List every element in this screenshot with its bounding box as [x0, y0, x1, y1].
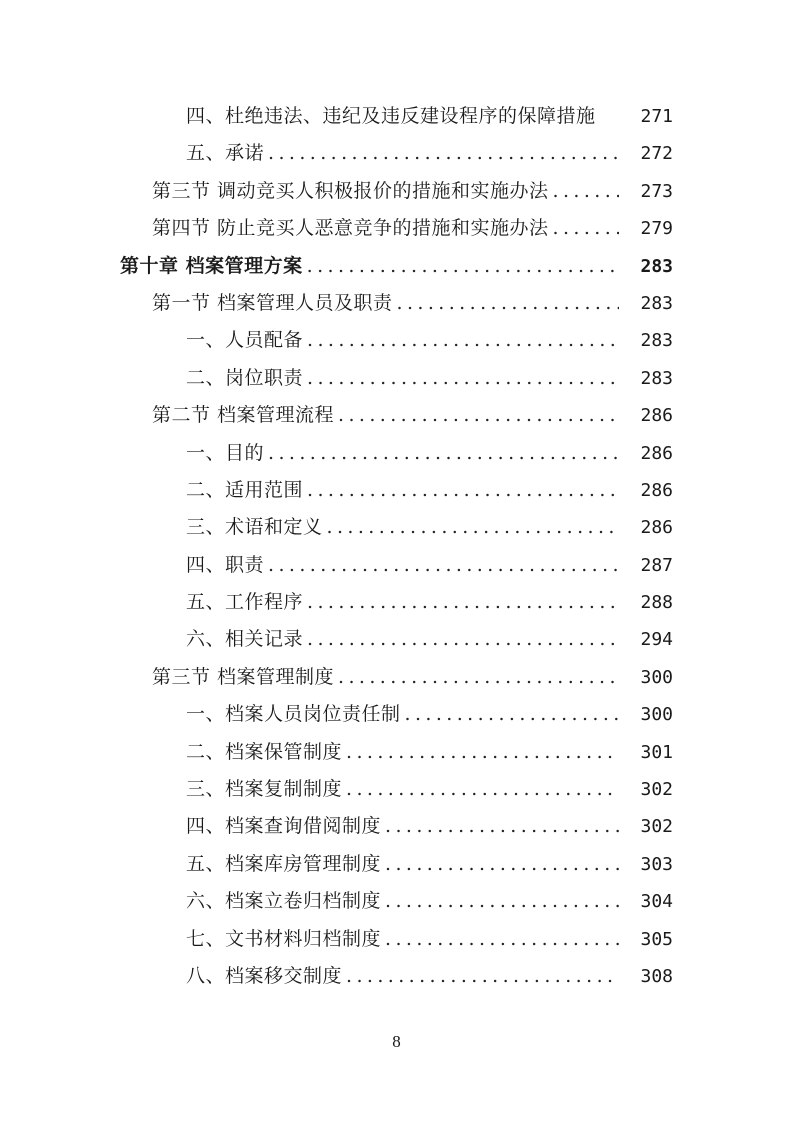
- toc-entry-page: 302: [640, 816, 673, 838]
- toc-entry-title: 八、档案移交制度: [186, 964, 343, 987]
- toc-entry-page: 302: [640, 779, 673, 801]
- toc-entry[interactable]: [0, 659, 793, 696]
- toc-entry[interactable]: [0, 584, 793, 621]
- toc-entry-page: 286: [640, 517, 673, 539]
- toc-entry-title: 二、适用范围: [186, 478, 304, 501]
- toc-entry-page: 283: [640, 367, 673, 389]
- toc-entry[interactable]: [0, 397, 793, 434]
- toc-entry-page: 271: [640, 106, 673, 127]
- toc-leader-dots: [268, 547, 619, 584]
- toc-entry-page: 273: [640, 180, 673, 202]
- toc-entry-title: 第三节 调动竞买人积极报价的措施和实施办法: [152, 179, 549, 202]
- page-number: 8: [392, 1032, 401, 1051]
- toc-entry[interactable]: [0, 322, 793, 359]
- toc-leader-dots: [307, 360, 619, 397]
- toc-entry-page: 287: [640, 554, 673, 576]
- toc-leader-dots: [338, 397, 619, 434]
- toc-entry[interactable]: [0, 98, 793, 135]
- toc-leader-dots: [346, 771, 619, 808]
- toc-entry-title: 五、档案库房管理制度: [186, 852, 382, 875]
- toc-entry[interactable]: [0, 547, 793, 584]
- toc-entry-page: 283: [640, 255, 673, 277]
- toc-entry[interactable]: [0, 846, 793, 883]
- toc-entry-page: 272: [640, 143, 673, 165]
- toc-entry[interactable]: [0, 360, 793, 397]
- toc-leader-dots: [307, 472, 619, 509]
- toc-entry[interactable]: [0, 173, 793, 210]
- toc-leader-dots: [307, 584, 619, 621]
- toc-leader-dots: [397, 285, 619, 322]
- toc-entry[interactable]: [0, 435, 793, 472]
- toc-entry-title: 一、目的: [186, 441, 265, 464]
- toc-leader-dots: [268, 435, 619, 472]
- toc-leader-dots: [307, 248, 619, 285]
- toc-leader-dots: [385, 808, 619, 845]
- toc-leader-dots: [385, 846, 619, 883]
- toc-entry-title: 第四节 防止竞买人恶意竞争的措施和实施办法: [152, 217, 549, 240]
- toc-entry-page: 305: [640, 928, 673, 950]
- toc-entry[interactable]: [0, 696, 793, 733]
- toc-entry-title: 二、档案保管制度: [186, 740, 343, 763]
- toc-entry-page: 286: [640, 442, 673, 464]
- toc-leader-dots: [307, 621, 619, 658]
- toc-entry[interactable]: [0, 621, 793, 658]
- toc-entry[interactable]: [0, 472, 793, 509]
- toc-entry-title: 五、承诺: [186, 142, 265, 165]
- toc-entry-page: 279: [640, 218, 673, 240]
- toc-leader-dots: [346, 958, 619, 995]
- toc-entry-page: 283: [640, 330, 673, 352]
- toc-entry-page: 304: [640, 891, 673, 913]
- toc-leader-dots: [553, 173, 619, 210]
- toc-entry-title: 四、档案查询借阅制度: [186, 815, 382, 838]
- toc-leader-dots: [405, 696, 619, 733]
- toc-entry-title: 六、相关记录: [186, 628, 304, 651]
- toc-entry[interactable]: [0, 135, 793, 172]
- toc-leader-dots: [268, 135, 619, 172]
- toc-entry-page: 286: [640, 405, 673, 427]
- toc-entry-page: 300: [640, 666, 673, 688]
- toc-entry-title: 第二节 档案管理流程: [152, 404, 335, 427]
- toc-leader-dots: [307, 322, 619, 359]
- toc-entry[interactable]: [0, 958, 793, 995]
- toc-entry-title: 第三节 档案管理制度: [152, 665, 335, 688]
- toc-entry-title: 二、岗位职责: [186, 366, 304, 389]
- toc-entry-title: 第十章 档案管理方案: [120, 254, 303, 277]
- toc-leader-dots: [553, 210, 619, 247]
- toc-entry-title: 六、档案立卷归档制度: [186, 890, 382, 913]
- toc-entry-title: 三、术语和定义: [186, 516, 323, 539]
- toc-entry-title: 三、档案复制制度: [186, 778, 343, 801]
- toc-entry-page: 300: [640, 704, 673, 726]
- toc-entry[interactable]: [0, 509, 793, 546]
- toc-leader-dots: [338, 659, 619, 696]
- toc-entry-title: 一、人员配备: [186, 329, 304, 352]
- toc-entry[interactable]: [0, 210, 793, 247]
- toc-entry-page: 286: [640, 479, 673, 501]
- toc-entry-title: 四、杜绝违法、违纪及违反建设程序的保障措施: [186, 105, 596, 127]
- toc-entry-page: 283: [640, 292, 673, 314]
- toc-entry-page: 288: [640, 592, 673, 614]
- toc-entry[interactable]: [0, 808, 793, 845]
- toc-entry[interactable]: [0, 883, 793, 920]
- toc-entry-title: 四、职责: [186, 553, 265, 576]
- toc-entry[interactable]: [0, 734, 793, 771]
- toc-entry-page: 294: [640, 629, 673, 651]
- toc-leader-dots: [385, 883, 619, 920]
- toc-entry[interactable]: [0, 921, 793, 958]
- toc-entry-title: 第一节 档案管理人员及职责: [152, 291, 393, 314]
- toc-leader-dots: [385, 921, 619, 958]
- toc-entry-page: 303: [640, 853, 673, 875]
- toc-entry-title: 五、工作程序: [186, 591, 304, 614]
- toc-leader-dots: [327, 509, 619, 546]
- table-of-contents: [0, 98, 793, 995]
- toc-leader-dots: [346, 734, 619, 771]
- toc-entry-title: 七、文书材料归档制度: [186, 927, 382, 950]
- toc-entry-title: 一、档案人员岗位责任制: [186, 703, 401, 726]
- toc-entry[interactable]: [0, 771, 793, 808]
- toc-entry-page: 301: [640, 741, 673, 763]
- toc-entry-page: 308: [640, 965, 673, 987]
- toc-entry[interactable]: [0, 248, 793, 285]
- toc-entry[interactable]: [0, 285, 793, 322]
